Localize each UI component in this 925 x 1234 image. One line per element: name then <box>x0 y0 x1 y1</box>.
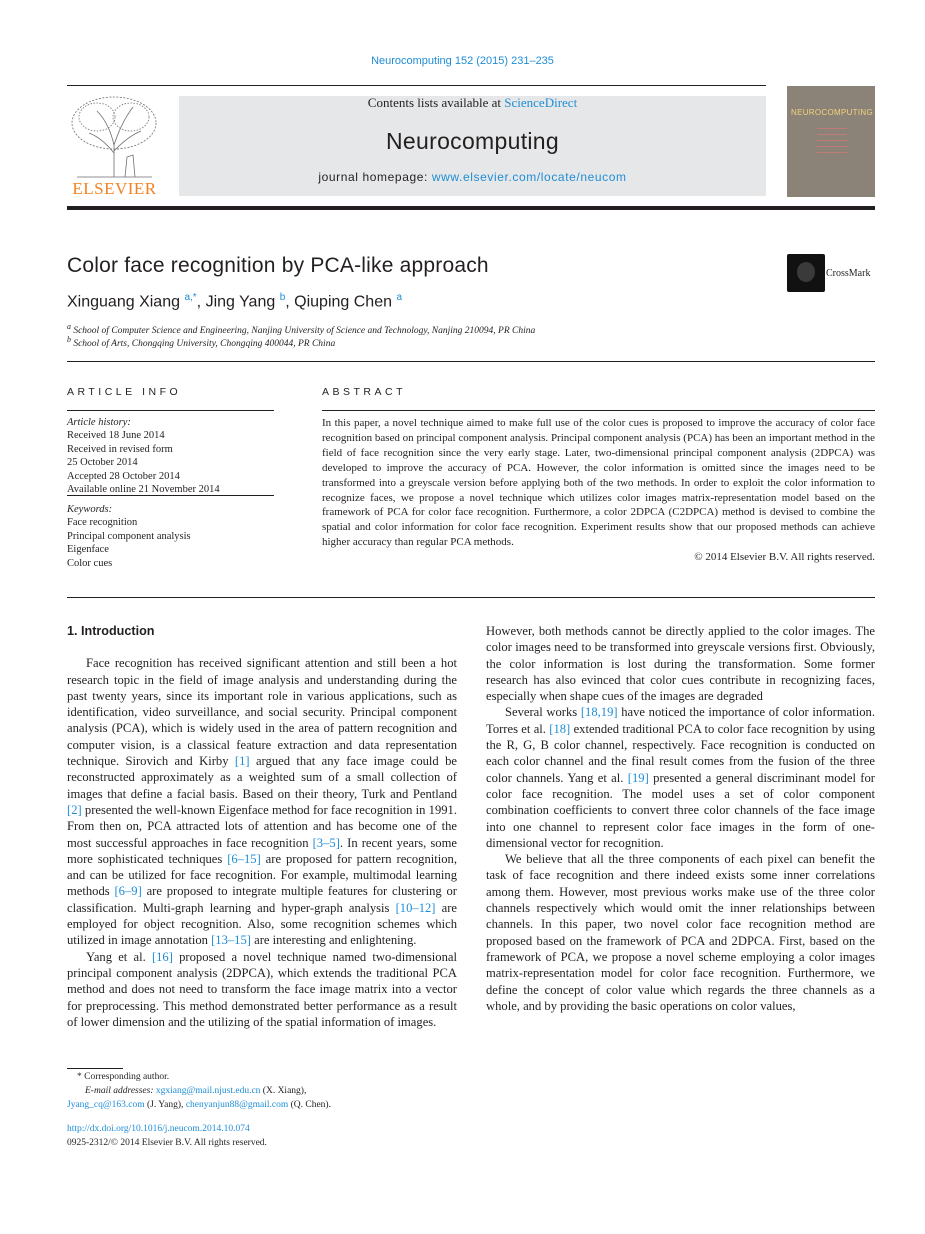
elsevier-logo <box>67 93 162 200</box>
journal-cover-thumbnail[interactable] <box>787 86 875 197</box>
text-run: are interesting and enlightening. <box>250 933 417 948</box>
cover-stripe <box>817 146 847 147</box>
citation-link[interactable]: [3–5] <box>312 835 340 850</box>
author-list: Xinguang Xiang $^{a,*}$, Jing Yang $^b$, Qiuping Chen $^a$ <box>67 292 403 311</box>
intro-paragraph-1 <box>67 655 457 948</box>
history-rule <box>67 495 274 496</box>
citation-link[interactable]: [19] <box>627 770 649 785</box>
text-run: . In recent years, some more sophisticated techniques <box>67 835 457 866</box>
history-item: Received in revised form <box>67 443 173 455</box>
cover-stripe <box>817 134 847 135</box>
history-label: Article history: <box>67 417 131 428</box>
homepage-line <box>179 170 766 184</box>
intro-paragraph-3 <box>486 704 875 851</box>
elsevier-tree-icon <box>67 93 162 179</box>
doi-block <box>67 1122 267 1150</box>
citation-link[interactable]: [6–15] <box>227 851 261 866</box>
title-bottom-rule <box>67 361 875 362</box>
affiliation-text: School of Computer Science and Engineering, Nanjing University of Science and Technology, Nanjing 210094, PR China <box>73 326 536 337</box>
citation-link[interactable]: [10–12] <box>395 900 436 915</box>
journal-reference[interactable]: Neurocomputing 152 (2015) 231–235 <box>371 55 554 67</box>
citation-link[interactable]: [1] <box>234 754 250 769</box>
article-info-heading: ARTICLE INFO <box>67 386 182 398</box>
keyword: Principal component analysis <box>67 530 191 542</box>
author-name: Xinguang Xiang <box>67 293 180 311</box>
journal-banner <box>179 96 766 196</box>
text-run: proposed a novel technique named two-dimensional principal component analysis (2DPCA), which extends the traditional PCA method and does not need to transform the face image matrix into a vector for preprocessing. This method demonstrated better performance as a result of lower dimension and the utilizing of the spatial information of images. <box>67 949 457 1029</box>
intro-paragraph-2-continued <box>486 623 875 704</box>
text-run: Face recognition has received significant attention and still been a hot research topic in the field of image analysis and understanding during the past twenty years, since its important role in various applications, such as identification, video surveillance, and social security. Principal component analysis (PCA), which is widely used in the area of pattern recognition and computer vision, is a classical feature extraction and data representation technique. Sirovich and Kirby <box>67 656 457 769</box>
email-owner: (X. Xiang), <box>260 1086 307 1096</box>
body-left-column <box>67 623 457 1030</box>
text-run: have noticed the importance of color information. Torres et al. <box>486 705 876 736</box>
text-run: Several works <box>505 705 581 720</box>
abstract-text: In this paper, a novel technique aimed to make full use of the color cues is proposed to improve the accuracy of color face recognition based on principal component analysis. Principal component analysis (PCA) has been an important method in the field of face recognition since the very early stage. Later, two-dimensional principal component analysis (2DPCA) was developed to improve the accuracy of PCA. However, the color information is omitted since the images need to be transformed into a greyscale version before applying both of the two methods. In order to exploit the color information to recognize faces, we propose a novel technique which utilizes color images matrix-representation model based on the framework of PCA for color face recognition. Furthermore, a color 2DPCA (C2DPCA) method is devised to combine the spatial and color information for color face recognition. Experiment results show that our proposed methods can achieve higher accuracy than regular PCA methods. <box>322 417 875 549</box>
corresponding-author-note: * Corresponding author. <box>77 1072 170 1082</box>
article-history <box>67 416 274 496</box>
text-run: presented the well-known Eigenface method for face recognition in 1991. From then on, PCA attracted lots of attention and has become one of the most successful approaches in face recognition <box>67 802 457 850</box>
email-line <box>67 1098 457 1112</box>
keyword: Color cues <box>67 557 113 569</box>
keyword: Face recognition <box>67 517 138 529</box>
citation-link[interactable]: [18,19] <box>580 705 618 720</box>
article-title: Color face recognition by PCA-like approach <box>67 254 489 277</box>
homepage-prefix: journal homepage: <box>318 170 432 184</box>
contents-prefix: Contents lists available at <box>367 95 505 110</box>
author-affiliation-marker[interactable]: a,* <box>184 292 197 303</box>
keyword: Eigenface <box>67 544 109 556</box>
email-owner: (J. Yang), <box>144 1100 186 1110</box>
crossmark-icon[interactable] <box>787 254 825 292</box>
homepage-link[interactable]: www.elsevier.com/locate/neucom <box>431 170 627 184</box>
affiliation-text: School of Arts, Chongqing University, Chongqing 400044, PR China <box>73 339 336 350</box>
text-run: are employed for object recognition. Also, some recognition schemes which utilized in image annotation <box>67 900 457 948</box>
citation-link[interactable]: [2] <box>67 802 82 817</box>
text-run: extended traditional PCA to color face recognition by using the R, G, B color channel, respectively. Face recognition is conducted on each color channel and the final result comes from the fusion of the three color channels. Yang et al. <box>486 721 875 785</box>
header-thick-rule <box>67 206 875 210</box>
email-label: E-mail addresses: <box>85 1086 156 1096</box>
cover-title: NEUROCOMPUTING <box>791 108 873 117</box>
issn-line: 0925-2312/© 2014 Elsevier B.V. All rights reserved. <box>67 1138 267 1148</box>
doi-link[interactable]: http://dx.doi.org/10.1016/j.neucom.2014.10.074 <box>67 1124 250 1134</box>
affiliation <box>67 335 335 349</box>
citation-link[interactable]: [18] <box>549 721 571 736</box>
history-item: Accepted 28 October 2014 <box>67 470 180 482</box>
keywords <box>67 503 274 570</box>
footnotes <box>67 1070 457 1112</box>
keywords-label: Keywords: <box>67 504 113 515</box>
email-link[interactable]: chenyanjun88@gmail.com <box>185 1100 289 1110</box>
footnote-rule <box>67 1068 123 1069</box>
text-run: are proposed for pattern recognition, and can be utilized for face recognition. For example, multimodal learning methods <box>67 851 457 899</box>
contents-line <box>179 96 766 110</box>
crossmark-label[interactable]: CrossMark <box>826 268 871 279</box>
citation-link[interactable]: [13–15] <box>211 933 251 948</box>
email-line <box>67 1084 457 1098</box>
text-run: are proposed to integrate multiple features for clustering or classification. Multi-graph learning and hyper-graph analysis <box>67 884 457 915</box>
elsevier-wordmark: ELSEVIER <box>72 179 157 198</box>
author-name: Qiuping Chen <box>294 293 392 311</box>
author-affiliation-marker[interactable]: b <box>279 292 286 303</box>
affiliation-marker: a <box>67 322 71 331</box>
text-run: Yang et al. <box>86 949 152 964</box>
abstract-rule <box>322 410 875 411</box>
text-run: However, both methods cannot be directly applied to the color images. The color images need to be transformed into greyscale versions first. Obviously, the color information is lost during the transformation. Some former research has also evinced that color cues contribute in recognizing faces, especially when shape cues of the images are degraded <box>486 624 875 704</box>
history-item: Received 18 June 2014 <box>67 430 165 442</box>
cover-stripe <box>817 128 847 129</box>
abstract-body <box>322 416 875 565</box>
sciencedirect-link[interactable]: ScienceDirect <box>504 95 578 110</box>
citation-link[interactable]: [6–9] <box>114 884 142 899</box>
cover-stripe <box>817 152 847 153</box>
author-name: Jing Yang <box>205 293 276 311</box>
abstract-bottom-rule <box>67 597 875 598</box>
abstract-copyright: © 2014 Elsevier B.V. All rights reserved. <box>694 551 875 564</box>
affiliation-marker: b <box>67 335 71 344</box>
history-item: 25 October 2014 <box>67 457 138 469</box>
intro-paragraph-2 <box>67 949 457 1030</box>
history-item: Available online 21 November 2014 <box>67 484 220 496</box>
header-top-rule <box>67 85 766 86</box>
email-link[interactable]: xgxiang@mail.njust.edu.cn <box>155 1086 261 1096</box>
email-owner: (Q. Chen). <box>288 1100 331 1110</box>
citation-link[interactable]: [16] <box>151 949 173 964</box>
email-link[interactable]: Jyang_cq@163.com <box>67 1100 145 1110</box>
author-affiliation-marker[interactable]: a <box>396 292 403 303</box>
cover-stripe <box>817 140 847 141</box>
article-info-rule <box>67 410 274 411</box>
text-run: argued that any face image could be reconstructed approximately as a weighted sum of a small collection of images that define a facial basis. Based on their theory, Turk and Pentland <box>67 754 457 801</box>
body-right-column <box>486 623 875 1014</box>
section-heading-introduction: 1. Introduction <box>67 624 155 638</box>
intro-paragraph-4: We believe that all the three components of each pixel can benefit the task of face recognition and there indeed exists some inner correlations among them. However, most previous works make use of the three color channels respectively which would omit the inner relationships between channels. In this paper, two novel color face recognition method are proposed based on the framework of PCA and 2DPCA. First, based on the framework of PCA, we propose a novel scheme employing a color images matrix-representation model for color face recognition. Furthermore, we define the concept of color value which regards the three channels as a whole, and by providing the basic operations on color values, <box>486 852 875 1013</box>
journal-name: Neurocomputing <box>386 128 559 154</box>
text-run: presented a general discriminant model for color face recognition. The model uses a set of color component combination coefficients to convert three color channels of the face image into one channel to represent color face images in the form of one-dimensional vector for recognition. <box>486 770 875 850</box>
abstract-heading: ABSTRACT <box>322 386 407 398</box>
